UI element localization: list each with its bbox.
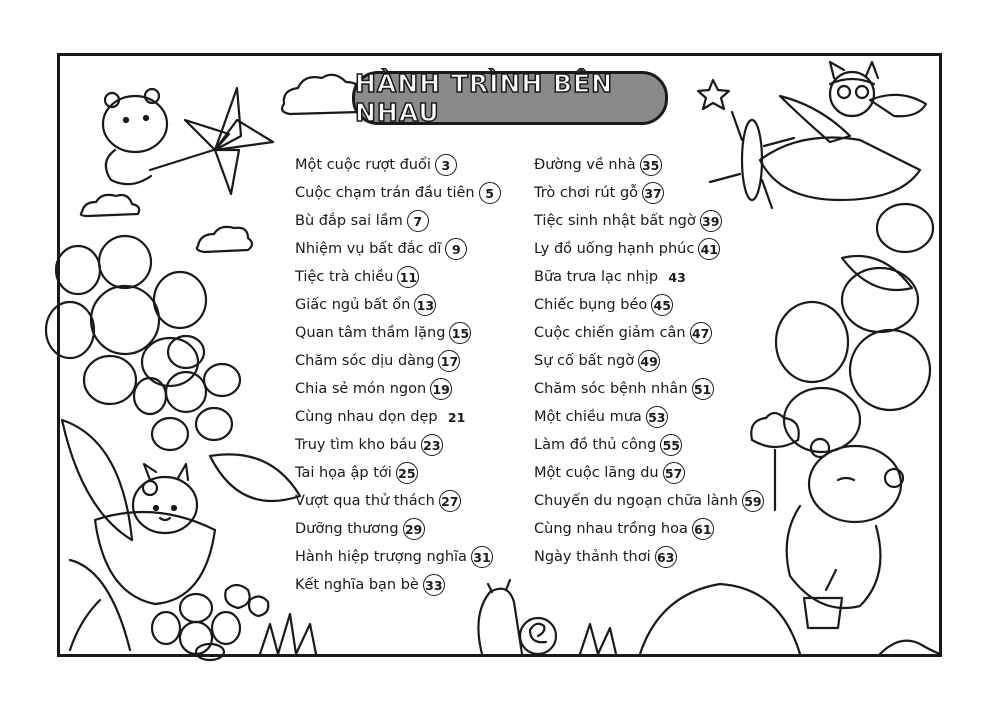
toc-entry [295,291,501,319]
toc-page-number: 45 [651,294,673,316]
toc-entry-title: Ngày thảnh thơi [534,549,651,565]
toc-entry [534,431,764,459]
toc-page-number: 35 [640,154,662,176]
star-icon [698,80,729,109]
toc-page-number: 31 [471,546,493,568]
toc-entry-title: Bù đắp sai lầm [295,213,403,229]
toc-entry [534,347,764,375]
toc-entry-title: Tai họa ập tới [295,465,392,481]
toc-entry [534,515,764,543]
toc-entry [295,543,501,571]
toc-entry [534,151,764,179]
toc-entry [295,207,501,235]
toc-page-number: 37 [642,182,664,204]
toc-entry [295,487,501,515]
toc-entry-title: Làm đồ thủ công [534,437,657,453]
toc-page-number: 49 [638,350,660,372]
toc-page-number: 59 [742,490,764,512]
toc-entry-title: Ly đồ uống hạnh phúc [534,241,695,257]
toc-page-number: 55 [660,434,682,456]
toc-entry-title: Tiệc trà chiều [295,269,394,285]
leaf-illustration [70,560,130,650]
toc-entry-title: Chăm sóc dịu dàng [295,353,435,369]
toc-column-right [534,151,764,571]
toc-entry [534,375,764,403]
toc-page-number: 5 [479,182,501,204]
toc-entry [295,263,501,291]
toc-entry-title: Một cuộc rượt đuổi [295,157,431,173]
toc-column-left [295,151,501,599]
toc-page-number: 25 [396,462,418,484]
toc-page-number: 17 [438,350,460,372]
toc-entry [534,319,764,347]
cloud-icon [197,227,252,252]
toc-page-number: 43 [668,269,686,285]
toc-entry-title: Quan tâm thầm lặng [295,325,446,341]
toc-entry [295,179,501,207]
toc-entry [295,515,501,543]
toc-page-number: 23 [421,434,443,456]
toc-entry-title: Nhiệm vụ bất đắc dĩ [295,241,442,257]
toc-page-number: 47 [690,322,712,344]
toc-entry [534,403,764,431]
toc-entry-title: Kết nghĩa bạn bè [295,577,419,593]
toc-entry [534,235,764,263]
toc-page-number: 33 [423,574,445,596]
toc-page-number: 29 [403,518,425,540]
toc-page-number: 27 [439,490,461,512]
flower-illustration [776,204,933,452]
toc-page-number: 63 [655,546,677,568]
toc-entry [534,459,764,487]
leaf-illustration [62,420,132,540]
toc-page-number: 21 [447,409,466,425]
toc-page-number: 41 [698,238,720,260]
toc-entry-title: Chiếc bụng béo [534,297,648,313]
toc-entry [534,487,764,515]
toc-entry-title: Một cuộc lãng du [534,465,659,481]
toc-entry [534,263,764,291]
toc-entry-title: Chăm sóc bệnh nhân [534,381,688,397]
toc-page-number: 61 [692,518,714,540]
toc-entry-title: Đường về nhà [534,157,636,173]
bush-illustration [640,584,800,654]
page-title: HÀNH TRÌNH BÊN NHAU [355,69,614,127]
toc-entry-title: Vượt qua thử thách [295,493,435,509]
toc-page-number: 11 [397,266,419,288]
toc-page-number: 51 [692,378,714,400]
flower-illustration [46,236,206,404]
toc-entry-title: Cuộc chiến giảm cân [534,325,686,341]
toc-page-number: 57 [663,462,685,484]
toc-entry [295,403,501,431]
toc-entry-title: Giấc ngủ bất ổn [295,297,411,313]
toc-page-number: 19 [430,378,452,400]
toc-entry-title: Sự cố bất ngờ [534,353,635,369]
toc-entry-title: Truy tìm kho báu [295,437,417,453]
toc-entry-title: Bữa trưa lạc nhịp [534,269,659,285]
toc-entry-title: Cuộc chạm trán đầu tiên [295,185,475,201]
toc-page-number: 15 [449,322,471,344]
toc-page-number: 7 [407,210,429,232]
flower-illustration [134,336,240,450]
toc-entry [295,347,501,375]
toc-entry [295,459,501,487]
hamster-drink-illustration [787,439,903,628]
toc-entry-title: Hành hiệp trượng nghĩa [295,549,467,565]
leaf-illustration [210,454,300,501]
toc-entry [534,291,764,319]
hamster-pinwheel-illustration [103,88,273,194]
toc-entry-title: Chuyến du ngoạn chữa lành [534,493,738,509]
cloud-icon [81,195,139,216]
toc-entry-title: Một chiều mưa [534,409,642,425]
toc-entry-title: Chia sẻ món ngon [295,381,427,397]
toc-entry [534,179,764,207]
toc-page-number: 3 [435,154,457,176]
toc-entry-title: Tiệc sinh nhật bất ngờ [534,213,696,229]
toc-entry [295,235,501,263]
flower-illustration [152,585,268,660]
toc-entry-title: Dưỡng thương [295,521,399,537]
toc-page-number: 9 [445,238,467,260]
toc-entry [295,571,501,599]
toc-entry-title: Trò chơi rút gỗ [534,185,639,201]
toc-entry [295,151,501,179]
toc-entry-title: Cùng nhau trồng hoa [534,521,688,537]
toc-entry-title: Cùng nhau dọn dẹp [295,409,438,425]
toc-entry [295,375,501,403]
toc-page-number: 13 [414,294,436,316]
toc-entry [295,319,501,347]
bunny-illustration [95,464,215,604]
toc-entry [534,543,764,571]
toc-entry [534,207,764,235]
toc-page-number: 39 [700,210,722,232]
toc-entry [295,431,501,459]
title-banner [352,71,668,125]
toc-page-number: 53 [646,406,668,428]
